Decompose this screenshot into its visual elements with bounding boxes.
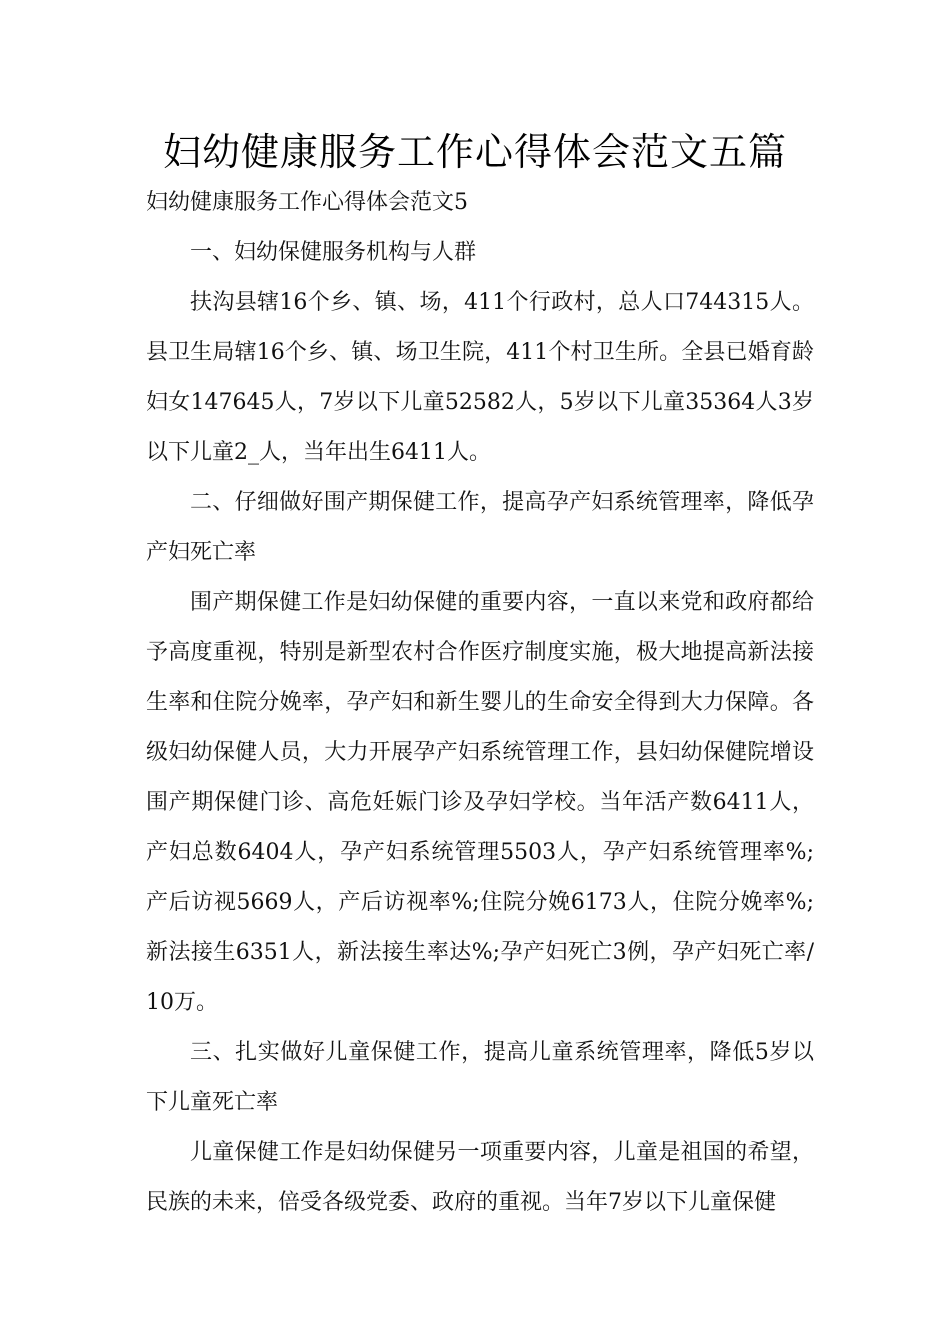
section-heading-3: 三、扎实做好儿童保健工作，提高儿童系统管理率，降低5岁以下儿童死亡率 bbox=[146, 1040, 814, 1115]
paragraph-2: 围产期保健工作是妇幼保健的重要内容，一直以来党和政府都给予高度重视，特别是新型农村合作医疗制度实施，极大地提高新法接生率和住院分娩率，孕产妇和新生婴儿的生命安全得到大力保障。各级妇幼保健人员，大力开展孕产妇系统管理工作，县妇幼保健院增设围产期保健门诊、高危妊娠门诊及孕妇学校。当年活产数6411人，产妇总数6404人，孕产妇系统管理5503人，孕产妇系统管理率%;产后访视5669人，产后访视率%;住院分娩6173人，住院分娩率%;新法接生6351人，新法接生率达%;孕产妇死亡3例，孕产妇死亡率/10万。 bbox=[146, 590, 814, 1015]
document-body bbox=[146, 178, 814, 1228]
document-title: 妇幼健康服务工作心得体会范文五篇 bbox=[162, 130, 787, 174]
paragraph-1: 扶沟县辖16个乡、镇、场，411个行政村，总人口744315人。县卫生局辖16个乡、镇、场卫生院，411个村卫生所。全县已婚育龄妇女147645人，7岁以下儿童52582人，5岁以下儿童35364人3岁以下儿童2_人，当年出生6411人。 bbox=[146, 290, 814, 465]
paragraph-3: 儿童保健工作是妇幼保健另一项重要内容，儿童是祖国的希望，民族的未来，倍受各级党委、政府的重视。当年7岁以下儿童保健 bbox=[146, 1140, 814, 1215]
section-heading-2: 二、仔细做好围产期保健工作，提高孕产妇系统管理率，降低孕产妇死亡率 bbox=[146, 490, 814, 565]
document-subtitle: 妇幼健康服务工作心得体会范文5 bbox=[146, 190, 468, 215]
section-heading-1: 一、妇幼保健服务机构与人群 bbox=[190, 240, 477, 265]
